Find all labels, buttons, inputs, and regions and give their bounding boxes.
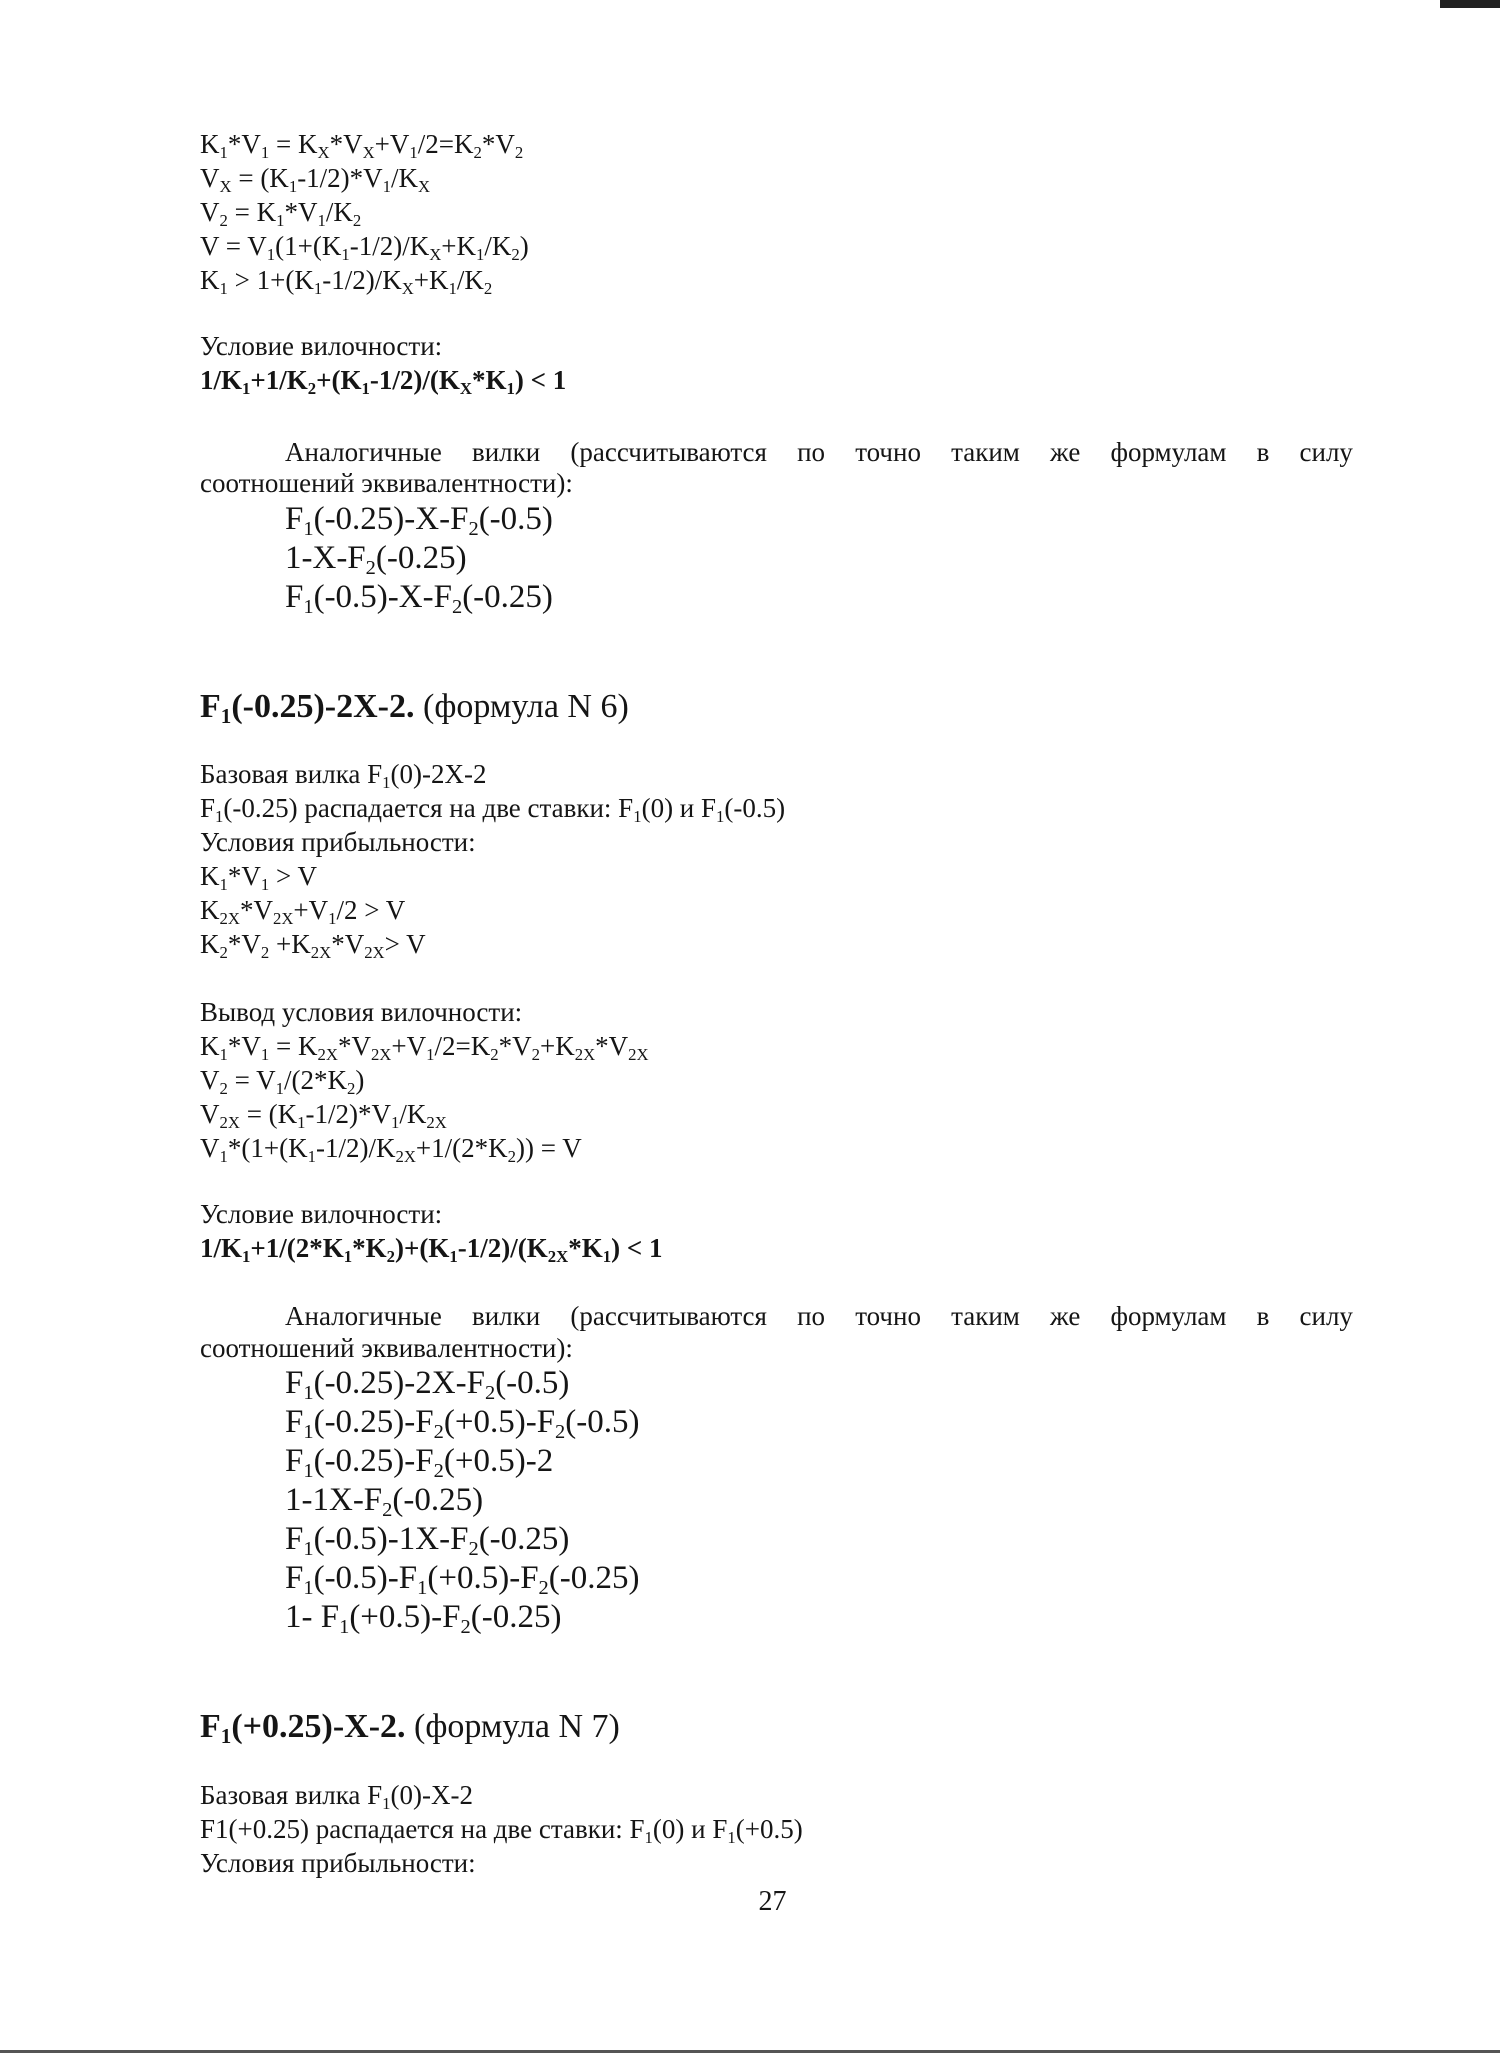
text-line: Базовая вилка $F_1(0)-X-2$ [200, 1780, 474, 1813]
condition-label: Условие вилочности: [200, 331, 443, 361]
fork-formula: $F_1(-0.25)-F_2(+0.5)-F_2(-0.5)$ [285, 1404, 640, 1443]
analog-paragraph-line1: Аналогичные вилки (рассчитываются по точно таким же формулам в силу [285, 437, 1353, 467]
scan-edge-mark [1440, 0, 1500, 8]
section-heading-6: $F_1(-0.25)-2X-2$. (формула N 6) [200, 688, 629, 728]
text-line: $K_{2X}*V_{2X}+V_1/2 > V$ [200, 895, 406, 928]
analog-paragraph-line2: соотношений эквивалентности): [200, 468, 573, 498]
text-line: Условия прибыльности: [200, 1848, 476, 1878]
text-line: Базовая вилка $F_1(0)-2X-2$ [200, 759, 487, 792]
text-line: $K_2*V_2 +K_{2X}*V_{2X}> V$ [200, 929, 426, 962]
equation-line: $V = V_1(1+(K_1-1/2)/K_X+K_1/K_2)$ [200, 231, 529, 264]
fork-formula: $1-X-F_2(-0.25)$ [285, 540, 467, 579]
equation-line: $K_1 > 1+(K_1-1/2)/K_X+K_1/K_2$ [200, 265, 493, 298]
fork-formula: $F_1(-0.25)-X-F_2(-0.5)$ [285, 501, 553, 540]
scan-edge-line [0, 2050, 1500, 2053]
text-line: F1(+0.25) распадается на две ставки: $F_1(0)$ и $F_1(+0.5)$ [200, 1814, 803, 1847]
condition-formula: $1/K_1+1/(2*K_1*K_2)+(K_1-1/2)/(K_{2X}*K_1) < 1$ [200, 1233, 663, 1266]
fork-formula: $1-1X-F_2(-0.25)$ [285, 1482, 484, 1521]
equation-line: $V_1*(1+(K_1-1/2)/K_{2X}+1/(2*K_2)) = V$ [200, 1133, 582, 1166]
fork-formula: $F_1(-0.5)-1X-F_2(-0.25)$ [285, 1521, 570, 1560]
equation-line: $V_{2X} = (K_1-1/2)*V_1/K_{2X}$ [200, 1099, 447, 1132]
fork-formula: $F_1(-0.25)-2X-F_2(-0.5)$ [285, 1365, 570, 1404]
condition-formula: $1/K_1+1/K_2+(K_1-1/2)/(K_X*K_1) < 1$ [200, 365, 567, 398]
page-number: 27 [758, 1886, 787, 1917]
text-line: Условия прибыльности: [200, 827, 476, 857]
condition-label: Условие вилочности: [200, 1199, 443, 1229]
fork-formula: $F_1(-0.25)-F_2(+0.5)-2$ [285, 1443, 554, 1482]
equation-line: $K_1*V_1 = K_X*V_X+V_1/2=K_2*V_2$ [200, 129, 524, 162]
analog-paragraph-line2: соотношений эквивалентности): [200, 1333, 573, 1363]
equation-line: $K_1*V_1 = K_{2X}*V_{2X}+V_1/2=K_2*V_2+K_{2X}*V_{2X}$ [200, 1031, 649, 1064]
analog-paragraph-line1: Аналогичные вилки (рассчитываются по точно таким же формулам в силу [285, 1301, 1353, 1331]
equation-line: $V_X = (K_1-1/2)*V_1/K_X$ [200, 163, 431, 196]
section-heading-7: $F_1(+0.25)-X-2$. (формула N 7) [200, 1708, 620, 1748]
derivation-label: Вывод условия вилочности: [200, 997, 523, 1027]
fork-formula: $F_1(-0.5)-F_1(+0.5)-F_2(-0.25)$ [285, 1560, 640, 1599]
equation-line: $V_2 = V_1/(2*K_2)$ [200, 1065, 365, 1098]
fork-formula: 1- $F_1(+0.5)-F_2(-0.25)$ [285, 1599, 562, 1638]
text-line: $K_1*V_1 > V$ [200, 861, 317, 894]
fork-formula: $F_1(-0.5)-X-F_2(-0.25)$ [285, 579, 553, 618]
equation-line: $V_2 = K_1*V_1/K_2$ [200, 197, 362, 230]
text-line: $F_1(-0.25)$ распадается на две ставки: $F_1(0)$ и $F_1(-0.5)$ [200, 793, 786, 826]
